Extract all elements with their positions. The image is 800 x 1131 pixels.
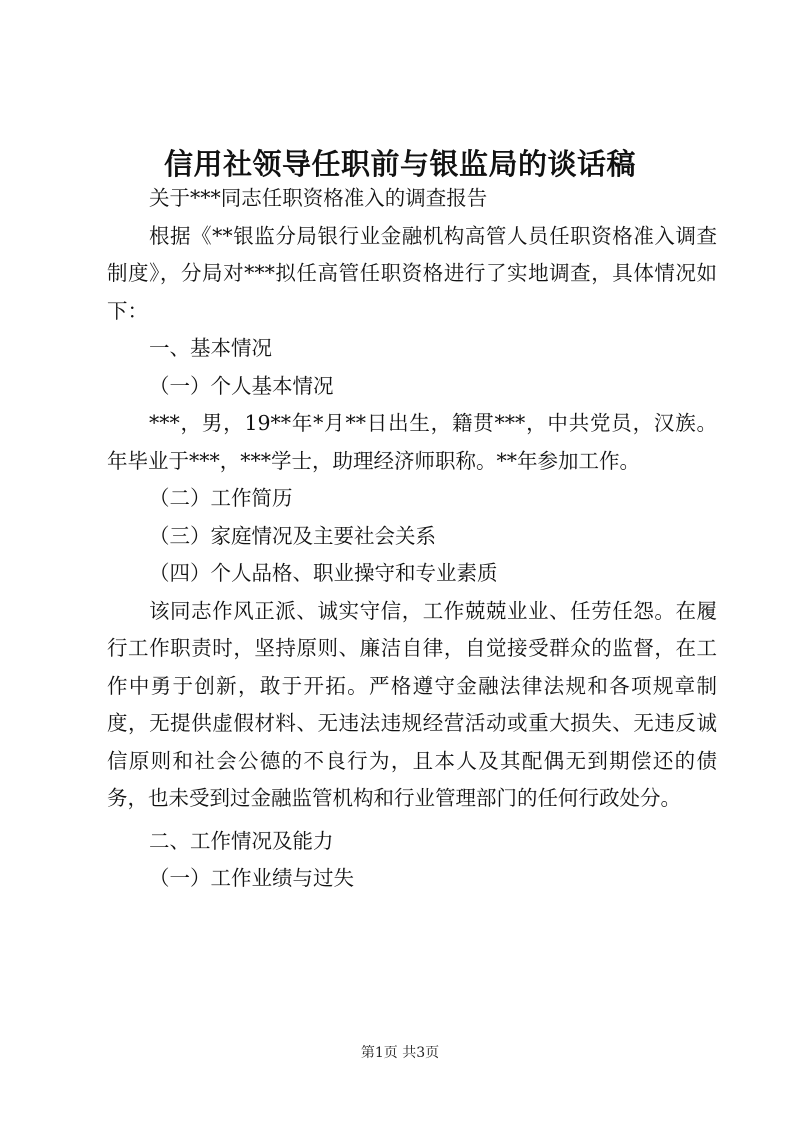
document-body: [107, 180, 717, 898]
report-heading: 关于***同志任职资格准入的调查报告: [149, 186, 488, 210]
section-heading-2: 二、工作情况及能力: [149, 828, 334, 853]
subsection-heading-1-2: （二）工作简历: [149, 486, 293, 510]
page-indicator: 第1页 共3页: [360, 1045, 440, 1061]
paragraph-character: 该同志作风正派、诚实守信，工作兢兢业业、任劳任怨。在履行工作职责时，坚持原则、廉洁自律，自觉接受群众的监督，在工作中勇于创新，敢于开拓。严格遵守金融法律法规和各项规章制度，无提供虚假材料、无违法违规经营活动或重大损失、无违反诚信原则和社会公德的不良行为，且本人及其配偶无到期偿还的债务，也未受到过金融监管机构和行业管理部门的任何行政处分。: [107, 598, 717, 810]
paragraph-intro: 根据《**银监分局银行业金融机构高管人员任职资格准入调查制度》，分局对***拟任高管任职资格进行了实地调查，具体情况如下：: [107, 223, 717, 323]
subsection-heading-1-1: （一）个人基本情况: [149, 373, 334, 398]
document-title: 信用社领导任职前与银监局的谈话稿: [163, 147, 636, 181]
subsection-heading-1-3: （三）家庭情况及主要社会关系: [149, 523, 436, 548]
paragraph-personal-info: ***，男，19**年*月**日出生，籍贯***，中共党员，汉族。年毕业于***，***学士，助理经济师职称。**年参加工作。: [107, 411, 717, 473]
section-heading-1: 一、基本情况: [149, 336, 272, 360]
subsection-heading-1-4: （四）个人品格、职业操守和专业素质: [149, 561, 498, 585]
subsection-heading-2-1: （一）工作业绩与过失: [149, 866, 354, 890]
